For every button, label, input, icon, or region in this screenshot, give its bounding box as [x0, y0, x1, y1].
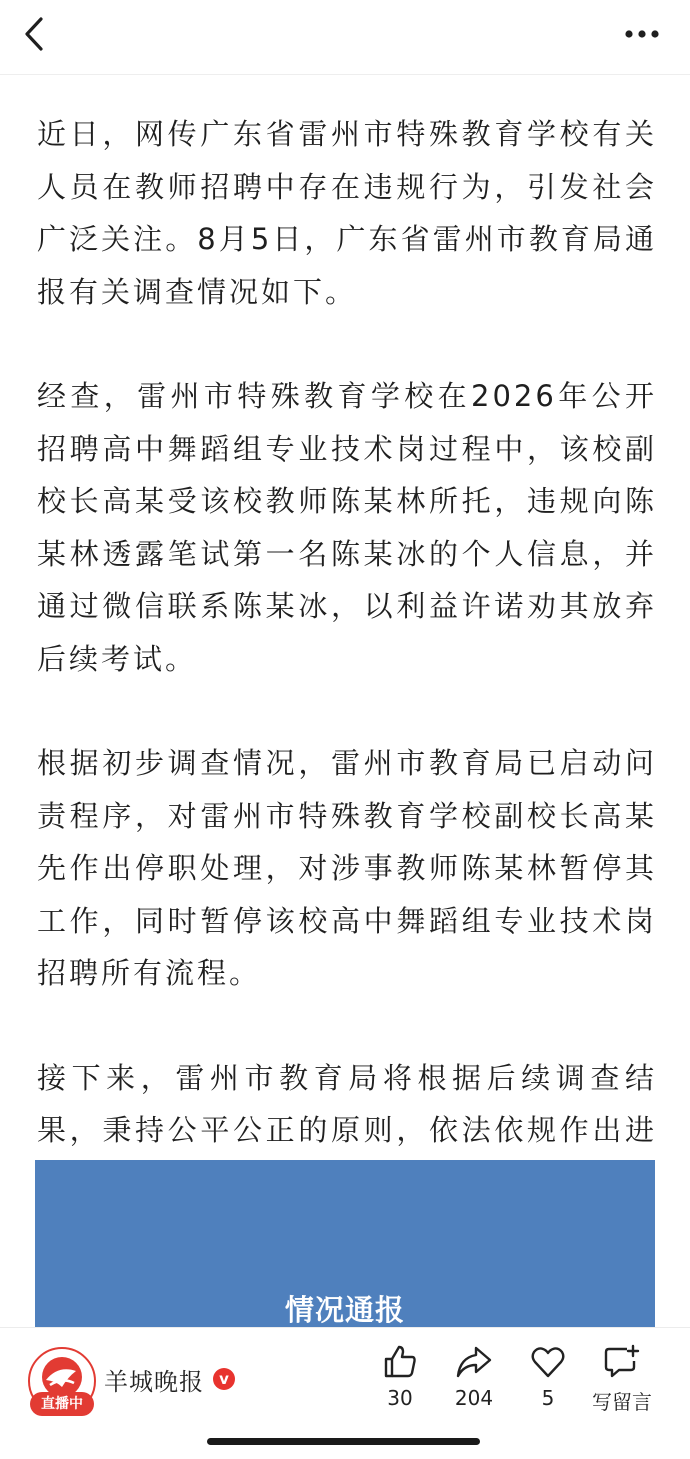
- more-dots-icon: [620, 20, 668, 48]
- account-name[interactable]: 羊城晚报: [104, 1368, 204, 1396]
- like-button[interactable]: [360, 1344, 440, 1414]
- home-indicator[interactable]: [207, 1438, 480, 1445]
- more-button[interactable]: [620, 20, 668, 48]
- thumbs-up-icon: [382, 1344, 418, 1380]
- article-body: [37, 108, 657, 1261]
- share-button[interactable]: [434, 1344, 514, 1414]
- like-count: 30: [387, 1386, 413, 1410]
- verified-badge: v: [213, 1368, 235, 1390]
- article-paragraph: 接下来，雷州市教育局将根据后续调查结果，秉持公平公正的原则，依法依规作出进: [37, 1060, 657, 1147]
- top-nav-bar: [0, 0, 690, 75]
- back-button[interactable]: [14, 14, 54, 54]
- article-paragraph: 根据初步调查情况，雷州市教育局已启动问责程序，对雷州市特殊教育学校副校长高某先作出停职处理，对涉事教师陈某林暂停其工作，同时暂停该校高中舞蹈组专业技术岗招聘所有流程。: [37, 746, 657, 990]
- heart-icon: [530, 1344, 566, 1380]
- comment-plus-icon: [603, 1344, 641, 1380]
- live-badge[interactable]: 直播中: [30, 1392, 94, 1416]
- share-arrow-icon: [455, 1344, 493, 1380]
- article-paragraph: 经查，雷州市特殊教育学校在2026年公开招聘高中舞蹈组专业技术岗过程中，该校副校长高某受该校教师陈某林所托，违规向陈某林透露笔试第一名陈某冰的个人信息，并通过微信联系陈某冰，以利益许诺劝其放弃后续考试。: [37, 379, 657, 676]
- write-comment-button[interactable]: [582, 1344, 662, 1414]
- article-paragraph: 近日，网传广东省雷州市特殊教育学校有关人员在教师招聘中存在违规行为，引发社会广泛关注。8月5日，广东省雷州市教育局通报有关调查情况如下。: [37, 117, 657, 309]
- comment-label: 写留言: [592, 1390, 652, 1414]
- notice-image-title: 情况通报: [284, 1293, 405, 1327]
- chevron-left-icon: [14, 14, 54, 54]
- share-count: 204: [454, 1386, 494, 1410]
- favorite-count: 5: [541, 1386, 555, 1410]
- favorite-button[interactable]: [508, 1344, 588, 1414]
